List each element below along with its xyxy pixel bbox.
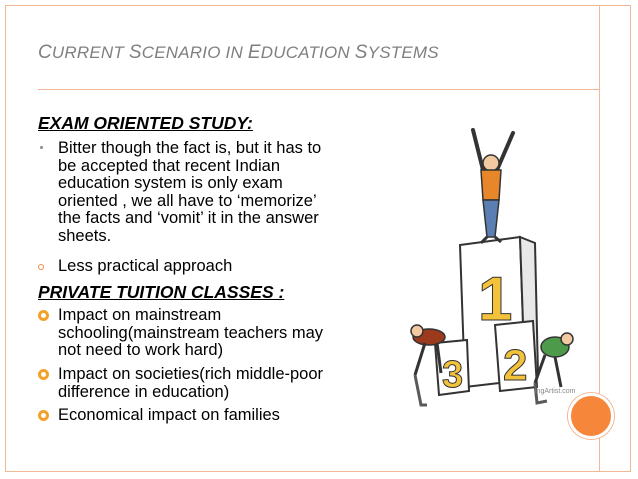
title-cap-1: C (38, 42, 52, 63)
dot-bullet-icon (40, 146, 43, 149)
section-heading-tuition: PRIVATE TUITION CLASSES : (38, 282, 285, 302)
list-item-text: Bitter though the fact is, but it has to be accepted that recent Indian education system is only exam oriented , we all have to ‘memorize’ the facts and ‘vomit’ it in the answer sheets. (58, 139, 322, 245)
list-item-text: Economical impact on families (58, 406, 280, 424)
orange-circle-decoration (568, 393, 614, 439)
ring-bullet-icon (38, 369, 49, 380)
slide-title (38, 42, 598, 64)
podium-illustration (395, 125, 600, 415)
circle-bullet-icon (38, 264, 44, 270)
illustration-watermark: ingArtist.com (535, 388, 576, 395)
section-heading-exam: EXAM ORIENTED STUDY: (38, 113, 253, 133)
title-rest-2: CENARIO IN (141, 43, 248, 62)
winner-figure-icon (473, 130, 513, 243)
list-item-text: Less practical approach (58, 257, 233, 275)
title-rest-1: URRENT (51, 43, 129, 62)
title-rule (38, 89, 599, 90)
title-cap-3: E (247, 42, 261, 63)
title-rest-4: YSTEMS (367, 43, 439, 62)
ring-bullet-icon (38, 410, 49, 421)
title-cap-2: S (128, 42, 142, 63)
podium-label-2: 2 (503, 341, 528, 390)
podium-label-1: 1 (478, 265, 513, 334)
list-item-text: Impact on mainstream schooling(mainstream teachers may not need to work hard) (58, 306, 324, 359)
title-rest-3: DUCATION (260, 43, 355, 62)
list-item-text: Impact on societies(rich middle-poor difference in education) (58, 365, 324, 401)
podium-label-3: 3 (442, 354, 464, 396)
ring-bullet-icon (38, 310, 49, 321)
title-cap-4: S (354, 42, 368, 63)
